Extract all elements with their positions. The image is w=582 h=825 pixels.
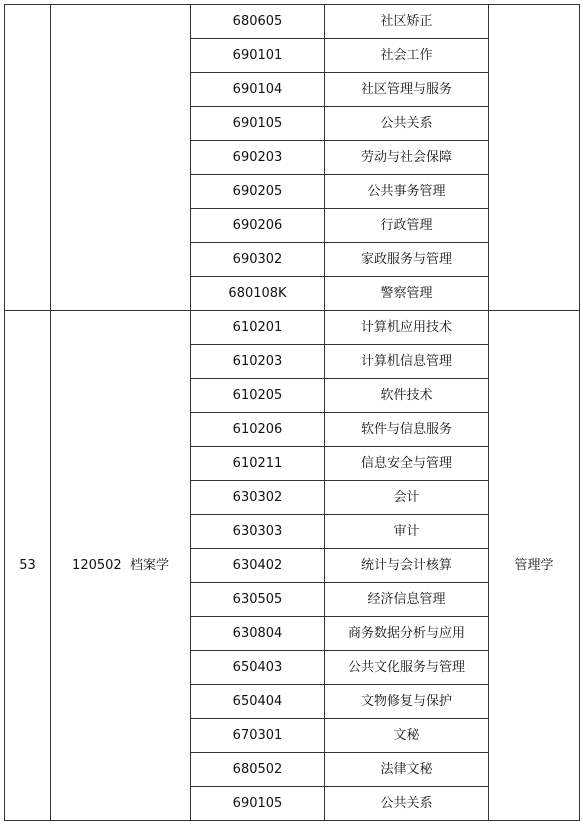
specialty-code-cell: 690101 — [191, 39, 325, 73]
specialty-name-cell: 公共文化服务与管理 — [325, 651, 489, 685]
undergraduate-major-cell: 120502 档案学 — [51, 311, 191, 821]
specialty-name-cell: 文秘 — [325, 719, 489, 753]
specialty-name-cell: 计算机信息管理 — [325, 345, 489, 379]
serial-number-cell: 53 — [5, 311, 51, 821]
specialty-code-cell: 690206 — [191, 209, 325, 243]
specialty-code-cell: 610201 — [191, 311, 325, 345]
specialty-code-cell: 690302 — [191, 243, 325, 277]
undergraduate-major-cell — [51, 5, 191, 311]
specialty-code-cell: 680108K — [191, 277, 325, 311]
specialty-code-cell: 690203 — [191, 141, 325, 175]
specialty-name-cell: 经济信息管理 — [325, 583, 489, 617]
specialty-code-cell: 690105 — [191, 107, 325, 141]
specialty-name-cell: 法律文秘 — [325, 753, 489, 787]
specialty-name-cell: 软件与信息服务 — [325, 413, 489, 447]
specialty-name-cell: 统计与会计核算 — [325, 549, 489, 583]
specialty-name-cell: 软件技术 — [325, 379, 489, 413]
specialty-name-cell: 社区管理与服务 — [325, 73, 489, 107]
specialty-code-cell: 630505 — [191, 583, 325, 617]
specialty-code-cell: 610205 — [191, 379, 325, 413]
specialty-code-cell: 650403 — [191, 651, 325, 685]
specialty-code-cell: 690104 — [191, 73, 325, 107]
specialty-name-cell: 信息安全与管理 — [325, 447, 489, 481]
specialty-code-cell: 610211 — [191, 447, 325, 481]
specialty-name-cell: 商务数据分析与应用 — [325, 617, 489, 651]
specialty-name-cell: 警察管理 — [325, 277, 489, 311]
table-row — [5, 5, 580, 39]
specialty-name-cell: 公共关系 — [325, 107, 489, 141]
specialty-code-cell: 690205 — [191, 175, 325, 209]
specialty-name-cell: 公共事务管理 — [325, 175, 489, 209]
specialty-name-cell: 文物修复与保护 — [325, 685, 489, 719]
specialty-name-cell: 劳动与社会保障 — [325, 141, 489, 175]
specialty-code-cell: 610203 — [191, 345, 325, 379]
discipline-category-cell — [489, 5, 580, 311]
specialty-code-cell: 690105 — [191, 787, 325, 821]
specialty-code-cell: 630804 — [191, 617, 325, 651]
specialty-code-cell: 670301 — [191, 719, 325, 753]
specialty-name-cell: 会计 — [325, 481, 489, 515]
major-correspondence-table — [4, 4, 580, 821]
specialty-name-cell: 公共关系 — [325, 787, 489, 821]
specialty-code-cell: 680502 — [191, 753, 325, 787]
specialty-code-cell: 650404 — [191, 685, 325, 719]
specialty-name-cell: 社区矫正 — [325, 5, 489, 39]
specialty-code-cell: 610206 — [191, 413, 325, 447]
specialty-code-cell: 630302 — [191, 481, 325, 515]
specialty-code-cell: 630303 — [191, 515, 325, 549]
specialty-code-cell: 680605 — [191, 5, 325, 39]
specialty-name-cell: 审计 — [325, 515, 489, 549]
specialty-name-cell: 行政管理 — [325, 209, 489, 243]
table-row — [5, 311, 580, 345]
serial-number-cell — [5, 5, 51, 311]
discipline-category-cell: 管理学 — [489, 311, 580, 821]
specialty-code-cell: 630402 — [191, 549, 325, 583]
specialty-name-cell: 家政服务与管理 — [325, 243, 489, 277]
specialty-name-cell: 计算机应用技术 — [325, 311, 489, 345]
specialty-name-cell: 社会工作 — [325, 39, 489, 73]
table-body — [5, 5, 580, 821]
